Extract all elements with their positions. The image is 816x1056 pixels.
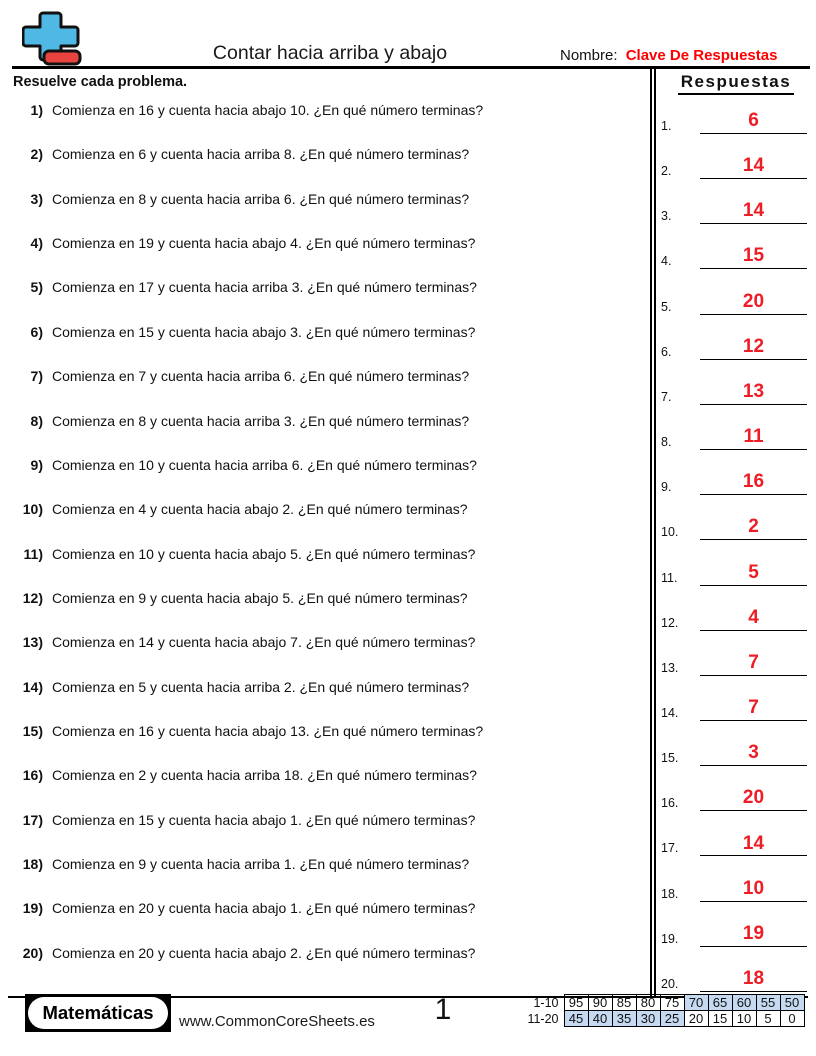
problem-text: Comienza en 10 y cuenta hacia abajo 5. ¿En qué número terminas? (52, 545, 476, 562)
answer-line (700, 743, 807, 766)
answer-row (661, 563, 816, 586)
answer-row (661, 879, 816, 902)
answer-row (661, 337, 816, 360)
problem-number: 13) (22, 634, 43, 651)
problem-text: Comienza en 15 y cuenta hacia abajo 3. ¿En qué número terminas? (52, 323, 476, 340)
answer-number-label: 6. (661, 344, 672, 359)
score-cell: 90 (588, 995, 612, 1011)
score-cell: 85 (612, 995, 636, 1011)
answer-number-label: 17. (661, 841, 679, 856)
score-cell: 35 (612, 1011, 636, 1027)
score-table (520, 994, 805, 1027)
problem-row (13, 190, 641, 208)
problem-row (13, 145, 641, 163)
problem-text: Comienza en 20 y cuenta hacia abajo 2. ¿En qué número terminas? (52, 944, 476, 961)
answer-value: 20 (742, 290, 765, 312)
answer-row (661, 969, 816, 992)
answer-number-label: 5. (661, 299, 672, 314)
answer-row (661, 788, 816, 811)
problem-text: Comienza en 9 y cuenta hacia arriba 1. ¿En qué número terminas? (52, 856, 470, 873)
problem-number: 3) (30, 190, 43, 207)
problem-number: 14) (22, 678, 43, 695)
problem-row (13, 589, 641, 607)
problem-row (13, 234, 641, 252)
score-cell: 0 (780, 1011, 804, 1027)
answer-row (661, 246, 816, 269)
problem-row (13, 500, 641, 518)
name-value: Clave De Respuestas (625, 47, 778, 64)
answer-row (661, 743, 816, 766)
score-row (520, 995, 804, 1011)
answer-value: 19 (742, 922, 765, 944)
problem-text: Comienza en 14 y cuenta hacia abajo 7. ¿En qué número terminas? (52, 634, 476, 651)
answer-line (700, 472, 807, 495)
answer-value: 13 (742, 380, 765, 402)
answer-row (661, 111, 816, 134)
problem-row (13, 412, 641, 430)
page-title: Contar hacia arriba y abajo (212, 42, 448, 64)
problem-row (13, 899, 641, 917)
answer-value: 14 (742, 155, 765, 177)
website-text: www.CommonCoreSheets.es (179, 1013, 375, 1030)
score-cell: 55 (756, 995, 780, 1011)
answer-value: 3 (748, 742, 759, 764)
answer-number-label: 9. (661, 480, 672, 495)
problem-number: 17) (22, 811, 43, 828)
score-cell: 95 (564, 995, 588, 1011)
answer-number-label: 1. (661, 118, 672, 133)
answer-value: 2 (748, 516, 759, 538)
answer-value: 15 (742, 245, 765, 267)
score-cell: 10 (732, 1011, 756, 1027)
answer-row (661, 427, 816, 450)
answer-line (700, 111, 807, 134)
answers-heading: Respuestas (678, 72, 794, 95)
problem-row (13, 678, 641, 696)
problem-number: 16) (22, 767, 43, 784)
answer-value: 18 (742, 967, 765, 989)
answer-line (700, 337, 807, 360)
problem-text: Comienza en 9 y cuenta hacia abajo 5. ¿En qué número terminas? (52, 589, 468, 606)
problem-text: Comienza en 15 y cuenta hacia abajo 1. ¿En qué número terminas? (52, 811, 476, 828)
problem-text: Comienza en 8 y cuenta hacia arriba 3. ¿En qué número terminas? (52, 412, 470, 429)
answer-number-label: 10. (661, 525, 679, 540)
problem-row (13, 633, 641, 651)
problem-number: 15) (22, 723, 43, 740)
problem-number: 19) (22, 900, 43, 917)
score-cell: 45 (564, 1011, 588, 1027)
problem-number: 1) (30, 102, 43, 118)
answer-number-label: 3. (661, 209, 672, 224)
answer-number-label: 11. (661, 570, 678, 585)
problem-text: Comienza en 7 y cuenta hacia arriba 6. ¿En qué número terminas? (52, 368, 470, 385)
answer-line (700, 563, 807, 586)
answer-number-label: 2. (661, 164, 672, 179)
score-cell: 65 (708, 995, 732, 1011)
score-cell: 30 (636, 1011, 660, 1027)
answer-line (700, 608, 807, 631)
answer-value: 4 (748, 606, 759, 628)
answer-line (700, 517, 807, 540)
problem-text: Comienza en 8 y cuenta hacia arriba 6. ¿En qué número terminas? (52, 190, 470, 207)
problem-text: Comienza en 16 y cuenta hacia abajo 13. ¿En qué número terminas? (52, 723, 484, 740)
problem-number: 2) (30, 146, 43, 163)
page-number: 1 (434, 993, 452, 1026)
answer-line (700, 788, 807, 811)
answer-row (661, 292, 816, 315)
answer-row (661, 472, 816, 495)
answer-line (700, 924, 807, 947)
problem-row (13, 811, 641, 829)
answer-row (661, 834, 816, 857)
answer-value: 16 (742, 471, 765, 493)
score-cell: 15 (708, 1011, 732, 1027)
answer-row (661, 698, 816, 721)
problem-number: 20) (22, 944, 43, 961)
answer-value: 5 (748, 561, 759, 583)
problem-text: Comienza en 19 y cuenta hacia abajo 4. ¿En qué número terminas? (52, 235, 476, 252)
answer-number-label: 7. (661, 389, 672, 404)
problem-row (13, 367, 641, 385)
problem-text: Comienza en 5 y cuenta hacia arriba 2. ¿En qué número terminas? (52, 678, 470, 695)
answer-line (700, 292, 807, 315)
score-cell: 70 (684, 995, 708, 1011)
score-row-label: 11-20 (527, 1011, 559, 1026)
answer-number-label: 8. (661, 435, 672, 450)
answer-value: 20 (742, 787, 765, 809)
problem-row (13, 944, 641, 962)
answer-row (661, 517, 816, 540)
answer-row (661, 201, 816, 224)
answer-line (700, 698, 807, 721)
answer-line (700, 879, 807, 902)
answer-line (700, 246, 807, 269)
answer-line (700, 653, 807, 676)
problem-number: 11) (23, 545, 43, 562)
score-cell: 80 (636, 995, 660, 1011)
plus-minus-icon (22, 10, 82, 71)
problem-number: 12) (22, 589, 43, 606)
name-block (560, 47, 777, 64)
instruction-text: Resuelve cada problema. (13, 74, 188, 90)
problem-number: 8) (30, 412, 43, 429)
answer-value: 12 (742, 335, 765, 357)
score-cell: 50 (780, 995, 804, 1011)
problems-list (13, 101, 641, 962)
problem-number: 10) (22, 501, 43, 518)
score-row (520, 1011, 804, 1027)
problem-text: Comienza en 2 y cuenta hacia arriba 18. ¿En qué número terminas? (52, 767, 477, 784)
answer-value: 11 (743, 426, 764, 448)
problem-row (13, 323, 641, 341)
problem-row (13, 766, 641, 784)
problem-text: Comienza en 4 y cuenta hacia abajo 2. ¿En qué número terminas? (52, 501, 468, 518)
answers-panel (650, 67, 816, 996)
answer-value: 14 (742, 200, 765, 222)
problem-number: 7) (30, 368, 43, 385)
answer-value: 7 (748, 651, 759, 673)
answer-line (700, 382, 807, 405)
answer-number-label: 18. (661, 886, 679, 901)
problem-row (13, 545, 641, 563)
answer-row (661, 156, 816, 179)
answers-list (656, 111, 816, 992)
answer-number-label: 14. (661, 705, 679, 720)
problem-text: Comienza en 20 y cuenta hacia abajo 1. ¿En qué número terminas? (52, 900, 476, 917)
problem-number: 18) (22, 856, 43, 873)
answer-number-label: 19. (661, 931, 679, 946)
problem-number: 4) (30, 235, 43, 252)
problem-row (13, 278, 641, 296)
score-cell: 75 (660, 995, 684, 1011)
name-label: Nombre: (560, 47, 618, 64)
problem-row (13, 101, 641, 119)
answer-number-label: 4. (661, 254, 672, 269)
answer-number-label: 13. (661, 660, 679, 675)
score-row-label: 1-10 (533, 995, 559, 1010)
problem-text: Comienza en 16 y cuenta hacia abajo 10. ¿En qué número terminas? (52, 102, 484, 118)
answer-row (661, 653, 816, 676)
answer-line (700, 156, 807, 179)
problem-row (13, 855, 641, 873)
problem-number: 9) (30, 456, 43, 473)
answer-line (700, 201, 807, 224)
brand-badge (25, 994, 171, 1032)
brand-label: Matemáticas (28, 997, 168, 1029)
score-cell: 20 (684, 1011, 708, 1027)
answer-line (700, 427, 807, 450)
problem-number: 6) (30, 323, 43, 340)
problem-row (13, 722, 641, 740)
answer-row (661, 608, 816, 631)
answer-number-label: 20. (661, 976, 679, 991)
answer-number-label: 15. (661, 751, 679, 766)
answer-number-label: 12. (661, 615, 679, 630)
problem-text: Comienza en 17 y cuenta hacia arriba 3. ¿En qué número terminas? (52, 279, 477, 296)
score-cell: 40 (588, 1011, 612, 1027)
problem-number: 5) (30, 279, 43, 296)
answer-number-label: 16. (661, 796, 679, 811)
problem-text: Comienza en 6 y cuenta hacia arriba 8. ¿En qué número terminas? (52, 146, 470, 163)
problem-text: Comienza en 10 y cuenta hacia arriba 6. ¿En qué número terminas? (52, 456, 477, 473)
answer-line (700, 834, 807, 857)
answer-value: 14 (742, 832, 765, 854)
answer-row (661, 924, 816, 947)
score-cell: 60 (732, 995, 756, 1011)
answer-value: 10 (742, 877, 765, 899)
answer-line (700, 969, 807, 992)
answer-row (661, 382, 816, 405)
score-cell: 5 (756, 1011, 780, 1027)
answer-value: 6 (748, 110, 759, 131)
score-cell: 25 (660, 1011, 684, 1027)
problem-row (13, 456, 641, 474)
answer-value: 7 (748, 697, 759, 719)
